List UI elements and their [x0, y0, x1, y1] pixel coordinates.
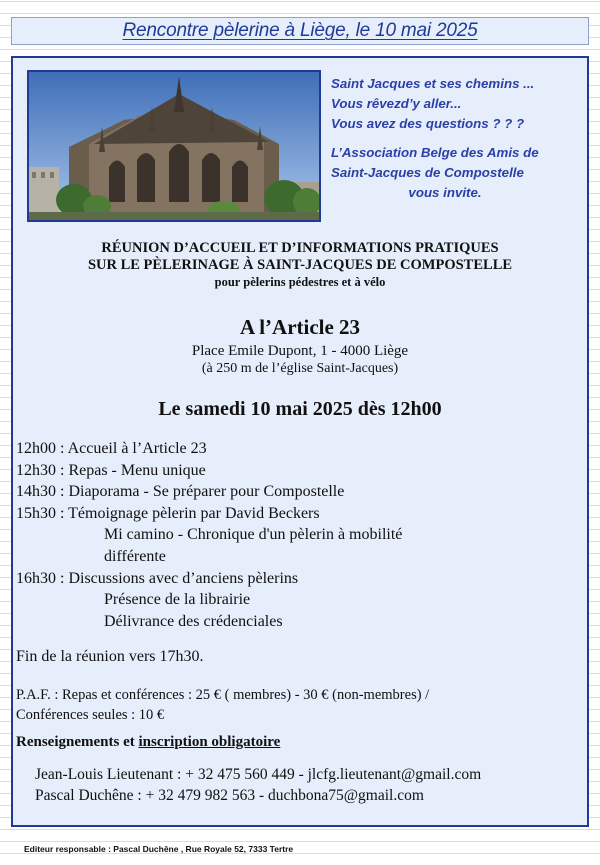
contacts-heading-text: Renseignements et — [16, 734, 139, 750]
church-photo — [27, 70, 321, 222]
event-date: Le samedi 10 mai 2025 dès 12h00 — [158, 398, 442, 420]
intro-line: Saint Jacques et ses chemins ... — [331, 76, 535, 91]
flyer-body — [11, 56, 589, 827]
flyer-title: Rencontre pèlerine à Liège, le 10 mai 2025 — [122, 20, 478, 41]
price-info — [16, 685, 586, 725]
contacts-list — [35, 764, 481, 806]
price-line: Conférences seules : 10 € — [16, 707, 165, 723]
program-item: 16h30 : Discussions avec d’anciens pèlerins — [16, 569, 299, 587]
contacts-heading — [16, 734, 280, 751]
publisher-footer: Editeur responsable : Pascal Duchêne , Rue Royale 52, 7333 Tertre — [24, 844, 294, 854]
contact-line: Jean-Louis Lieutenant : + 32 475 560 449 - jlcfg.lieutenant@gmail.com — [35, 766, 482, 783]
meeting-heading-line1: RÉUNION D’ACCUEIL ET D’INFORMATIONS PRATIQUES — [101, 240, 499, 256]
end-time: Fin de la réunion vers 17h30. — [16, 648, 204, 665]
program-subitem: différente — [104, 547, 166, 565]
contact-line: Pascal Duchêne : + 32 479 982 563 - duchbona75@gmail.com — [35, 787, 424, 804]
program-item: 15h30 : Témoignage pèlerin par David Beckers — [16, 504, 320, 522]
program-item: 14h30 : Diaporama - Se préparer pour Compostelle — [16, 483, 345, 501]
association-line: Saint-Jacques de Compostelle — [331, 165, 524, 180]
program-subitem: Mi camino - Chronique d'un pèlerin à mobilité — [104, 526, 403, 544]
program-subitem: Présence de la librairie — [104, 591, 251, 609]
meeting-heading-line2: SUR LE PÈLERINAGE À SAINT-JACQUES DE COMPOSTELLE — [87, 257, 513, 273]
venue-name: A l’Article 23 — [239, 315, 361, 339]
intro-line: Vous rêvezd’y aller... — [331, 96, 462, 111]
price-line: P.A.F. : Repas et conférences : 25 € ( membres) - 30 € (non-membres) / — [16, 687, 430, 703]
church-illustration — [29, 72, 319, 220]
program-list — [16, 438, 576, 632]
title-banner — [11, 17, 589, 45]
invite-line: vous invite. — [408, 185, 482, 200]
venue-note: (à 250 m de l’église Saint-Jacques) — [201, 361, 399, 376]
meeting-heading-line3: pour pèlerins pédestres et à vélo — [214, 275, 386, 289]
venue-address: Place Emile Dupont, 1 - 4000 Liège — [191, 343, 409, 359]
program-item: 12h30 : Repas - Menu unique — [16, 461, 206, 479]
program-subitem: Délivrance des crédenciales — [104, 612, 283, 630]
intro-block — [331, 74, 581, 203]
registration-required: inscription obligatoire — [138, 734, 281, 750]
program-item: 12h00 : Accueil à l’Article 23 — [16, 440, 207, 457]
intro-line: Vous avez des questions ? ? ? — [331, 116, 525, 131]
association-line: L’Association Belge des Amis de — [331, 145, 539, 160]
